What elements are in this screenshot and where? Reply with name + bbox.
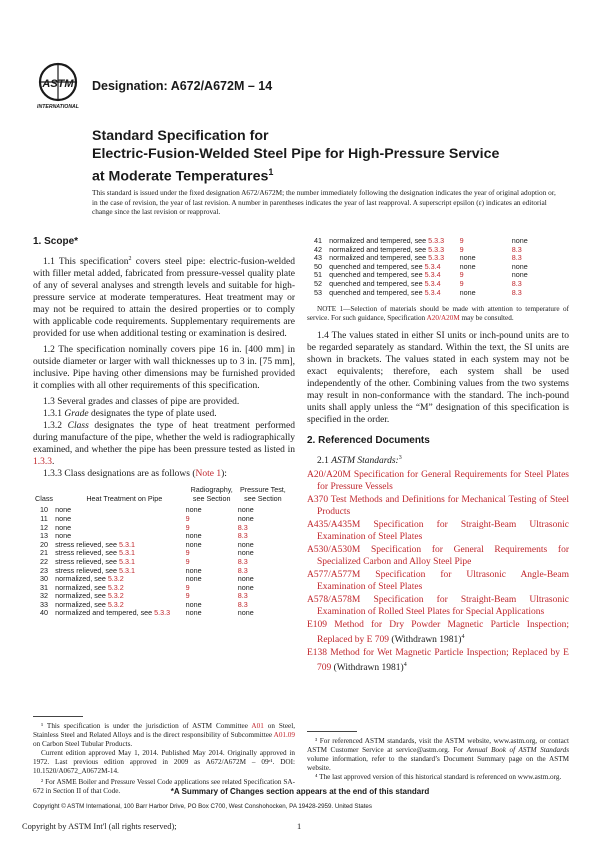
class-cell: 40 <box>40 608 49 618</box>
scope-p33: 1.3.3 Class designations are as follows (Note 1): <box>43 469 227 480</box>
section-link[interactable]: 5.3.2 <box>107 599 124 609</box>
section-link[interactable]: 5.3.3 <box>428 253 445 263</box>
table-row <box>33 515 288 524</box>
section-link[interactable]: 5.3.4 <box>424 287 441 297</box>
scope-p3: 1.3 Several grades and classes of pipe are provided. <box>43 397 240 408</box>
heat-treatment-cell: none <box>55 513 72 523</box>
title-line-3: at Moderate Temperatures$^1$ <box>92 167 274 185</box>
right-column <box>307 237 569 676</box>
section-link[interactable]: 5.3.3 <box>154 608 171 618</box>
pressure-test-cell: none <box>237 548 254 558</box>
ref-item: A435/A435M Specification for Straight-Beam Ultrasonic Examination of Steel Plates <box>307 520 569 543</box>
class-cell: 32 <box>40 591 49 601</box>
footnotes-right <box>307 737 569 782</box>
title-line-2: Electric-Fusion-Welded Steel Pipe for High-Pressure Service <box>92 146 500 162</box>
heat-treatment-cell: normalized and tempered, see 5.3.3 <box>329 236 445 245</box>
heat-treatment-cell: quenched and tempered, see 5.3.4 <box>329 287 441 297</box>
radiography-cell: 9 <box>185 582 190 592</box>
class-cell: 33 <box>40 599 49 609</box>
ref-code-link[interactable]: E138 <box>307 648 328 659</box>
heat-treatment-cell: normalized, see 5.3.2 <box>55 582 124 592</box>
section-link[interactable]: 5.3.2 <box>107 574 124 584</box>
ref-code-link[interactable]: A578/A578M <box>307 595 361 606</box>
section-link[interactable]: 5.3.1 <box>119 539 135 549</box>
section-link[interactable]: 5.3.3 <box>428 236 445 245</box>
class-table-left <box>33 486 288 618</box>
pressure-test-cell: 8.3 <box>237 556 248 566</box>
heat-treatment-cell: normalized and tempered, see 5.3.3 <box>55 608 171 618</box>
ref-code-link[interactable]: A370 <box>307 495 329 506</box>
pressure-test-cell: none <box>237 608 254 618</box>
radiography-cell: none <box>185 539 202 549</box>
pressure-test-cell: 8.3 <box>237 599 248 609</box>
radiography-cell: none <box>185 574 202 584</box>
section-link[interactable]: 5.3.1 <box>119 565 135 575</box>
class-cell: 42 <box>314 244 323 254</box>
table-header: Radiography, see Section <box>190 485 233 503</box>
radiography-cell: 9 <box>185 591 190 601</box>
title-line-1: Standard Specification for <box>92 128 269 144</box>
class-cell: 43 <box>314 253 323 263</box>
section-link[interactable]: 5.3.3 <box>428 244 445 254</box>
section-link[interactable]: 5.3.2 <box>107 591 124 601</box>
ref-code-link[interactable]: A20/A20M <box>307 470 351 481</box>
radiography-cell: none <box>185 505 202 515</box>
class-cell: 11 <box>40 513 48 523</box>
radiography-cell: 9 <box>185 522 190 532</box>
copyright-address: Copyright © ASTM International, 100 Barr Harbor Drive, PO Box C700, West Conshohocken, PA 19428-2959. United States <box>33 803 372 810</box>
radiography-cell: 9 <box>459 270 464 280</box>
radiography-cell: none <box>185 608 202 618</box>
class-cell: 51 <box>314 270 323 280</box>
radiography-cell: 9 <box>185 513 190 523</box>
radiography-cell: none <box>459 287 476 297</box>
ref-code-link[interactable]: A577/A577M <box>307 570 361 581</box>
table-row <box>33 609 288 618</box>
radiography-cell: none <box>459 253 476 263</box>
radiography-cell: none <box>185 565 202 575</box>
class-cell: 30 <box>40 574 49 584</box>
link-note-1[interactable]: Note 1 <box>195 469 222 480</box>
heat-treatment-cell: stress relieved, see 5.3.1 <box>55 539 135 549</box>
footnote-rule-left <box>33 716 83 717</box>
class-cell: 12 <box>40 522 49 532</box>
heat-treatment-cell: none <box>55 505 72 515</box>
pressure-test-cell: 8.3 <box>237 522 248 532</box>
refs-heading: 2. Referenced Documents <box>307 435 430 447</box>
heat-treatment-cell: none <box>55 522 72 532</box>
class-cell: 13 <box>40 531 49 541</box>
heat-treatment-cell: stress relieved, see 5.3.1 <box>55 548 135 558</box>
scope-p14: 1.4 The values stated in either SI units or inch-pound units are to be regarded separately as standard. Within the text, the SI units are shown in brackets. The values stated in each system may not be exact equivalents; therefore, each system shall be used independently of the other. Combining values from the two systems may result in non-conformance with the standard. The inch-pound units shall apply unless the “M” designation of this specification is specified in the order. <box>307 331 569 426</box>
pressure-test-cell: 8.3 <box>511 244 522 254</box>
class-cell: 23 <box>40 565 49 575</box>
refs-subheading: 2.1 ASTM Standards:$^3$ <box>317 455 402 467</box>
scope-p32: 1.3.2 Class designates the type of heat treatment performed during manufacture of the pipe, whether the weld is radiographically examined, and whether the pipe has been pressure tested as listed in 1.3.3. <box>33 421 295 468</box>
radiography-cell: 9 <box>459 236 464 245</box>
ref-code-link[interactable]: A530/A530M <box>307 545 361 556</box>
radiography-cell: none <box>185 599 202 609</box>
logo-subtext: INTERNATIONAL <box>37 104 79 110</box>
class-cell: 53 <box>314 287 323 297</box>
radiography-cell: 9 <box>185 556 190 566</box>
section-link[interactable]: 5.3.1 <box>119 556 135 566</box>
pressure-test-cell: none <box>511 261 528 271</box>
ref-item: A20/A20M Specification for General Requirements for Steel Plates for Pressure Vessels <box>307 470 569 493</box>
logo-text: ASTM <box>42 78 74 90</box>
heat-treatment-cell: normalized and tempered, see 5.3.3 <box>329 244 445 254</box>
pressure-test-cell: none <box>237 582 254 592</box>
heat-treatment-cell: stress relieved, see 5.3.1 <box>55 565 135 575</box>
section-link[interactable]: 5.3.4 <box>424 270 441 280</box>
summary-notice: *A Summary of Changes section appears at the end of this standard <box>170 787 430 796</box>
class-cell: 31 <box>40 582 49 592</box>
section-link[interactable]: 5.3.4 <box>424 261 441 271</box>
heat-treatment-cell: normalized, see 5.3.2 <box>55 591 124 601</box>
class-cell: 21 <box>40 548 49 558</box>
ref-item: A577/A577M Specification for Ultrasonic Angle-Beam Examination of Steel Plates <box>307 570 569 593</box>
left-column <box>33 232 295 618</box>
scope-p2: 1.2 The specification nominally covers pipe 16 in. [400 mm] in outside diameter or larger with wall thicknesses up to 3 in. [75 mm], inclusive. Pipe having other dimensions may be furnished provided it complies with all other requirements of this specification. <box>33 345 295 392</box>
class-cell: 20 <box>40 539 49 549</box>
radiography-cell: none <box>459 261 476 271</box>
footnotes-left <box>33 722 295 796</box>
pressure-test-cell: none <box>511 236 528 245</box>
intro-paragraph: This standard is issued under the fixed designation A672/A672M; the number immediately following the designation indicates the year of original adoption or, in the case of revision, the year of last revision. A number in parentheses indicates the year of last reapproval. A superscript epsilon (ε) indicates an editorial change since the last revision or reapproval. <box>92 188 556 217</box>
link-a20[interactable]: A20/A20M <box>426 314 460 323</box>
heat-treatment-cell: quenched and tempered, see 5.3.4 <box>329 278 441 288</box>
radiography-cell: 9 <box>185 548 190 558</box>
ref-item: A370 Test Methods and Definitions for Mechanical Testing of Steel Products <box>307 495 569 518</box>
link-1-3-3[interactable]: 1.3.3 <box>33 457 52 468</box>
ref-item: E109 Method for Dry Powder Magnetic Particle Inspection; Replaced by E 709 (Withdrawn 1981)$^4$ <box>307 620 569 646</box>
footnote-4: ⁴ The last approved version of this historical standard is referenced on www.astm.org. <box>315 773 562 781</box>
scope-heading: 1. Scope* <box>33 236 79 247</box>
ref-code-link[interactable]: A435/A435M <box>307 520 361 531</box>
class-table-right <box>307 237 562 297</box>
table-header: Class <box>35 493 54 503</box>
section-link[interactable]: 5.3.1 <box>119 548 135 558</box>
table-header: Heat Treatment on Pipe <box>86 493 163 503</box>
ref-item: A530/A530M Specification for General Requirements for Specialized Carbon and Alloy Steel Pipe <box>307 545 569 568</box>
pressure-test-cell: none <box>511 270 528 280</box>
heat-treatment-cell: quenched and tempered, see 5.3.4 <box>329 270 441 280</box>
scope-p1: 1.1 This specification$^2$ covers steel pipe: electric-fusion-welded with filler metal added, fabricated from pressure-vessel quality plate of any of several analyses and strength levels and suitable for high-pressure service at moderate temperatures. Heat treatment may or may not be required to attain the desired properties or to comply with applicable code requirements. Supplementary requirements are provided for use when additional testing or examination is desired. <box>33 256 295 340</box>
class-cell: 52 <box>314 278 323 288</box>
pressure-test-cell: 8.3 <box>511 278 522 288</box>
heat-treatment-cell: normalized, see 5.3.2 <box>55 599 124 609</box>
ref-item: E138 Method for Wet Magnetic Particle Inspection; Replaced by E 709 (Withdrawn 1981)$^4$ <box>307 648 569 674</box>
note-1: NOTE 1—Selection of materials should be made with attention to temperature of service. For such guidance, Specification A20/A20M may be consulted. <box>307 305 569 323</box>
pressure-test-cell: 8.3 <box>237 565 248 575</box>
link-a01[interactable]: A01 <box>251 722 264 730</box>
table-header: Pressure Test, see Section <box>239 485 286 503</box>
pressure-test-cell: none <box>237 539 254 549</box>
radiography-cell: 9 <box>459 278 464 288</box>
refs-list <box>307 469 569 674</box>
radiography-cell: none <box>185 531 202 541</box>
footnote-rule-right <box>307 731 357 732</box>
designation: Designation: A672/A672M – 14 <box>92 79 273 93</box>
astm-logo-icon <box>33 60 83 110</box>
link-a01-09[interactable]: A01.09 <box>273 731 295 739</box>
heat-treatment-cell: normalized, see 5.3.2 <box>55 574 124 584</box>
pressure-test-cell: none <box>237 505 254 515</box>
heat-treatment-cell: none <box>55 531 72 541</box>
class-cell: 10 <box>40 505 49 515</box>
pressure-test-cell: 8.3 <box>511 287 522 297</box>
pressure-test-cell: 8.3 <box>237 531 248 541</box>
radiography-cell: 9 <box>459 244 464 254</box>
class-cell: 50 <box>314 261 323 271</box>
copyright-line: Copyright by ASTM Int'l (all rights reserved); <box>22 822 177 831</box>
section-link[interactable]: 5.3.2 <box>107 582 124 592</box>
ref-item: A578/A578M Specification for Straight-Beam Ultrasonic Examination of Rolled Steel Plates for Special Applications <box>307 595 569 618</box>
heat-treatment-cell: quenched and tempered, see 5.3.4 <box>329 261 441 271</box>
scope-p31: 1.3.1 Grade designates the type of plate used. <box>43 409 217 420</box>
footnote-2: ² For ASME Boiler and Pressure Vessel Code applications see related Specification SA-672 in Section II of that Code. <box>33 778 295 795</box>
footnote-1: ¹ This specification is under the jurisdiction of ASTM Committee A01 on Steel, Stainless Steel and Related Alloys and is the direct responsibility of Subcommittee A01.09 on Carbon Steel Tubular Products. <box>33 722 295 748</box>
heat-treatment-cell: stress relieved, see 5.3.1 <box>55 556 135 566</box>
ref-code-link[interactable]: E109 <box>307 620 328 631</box>
pressure-test-cell: 8.3 <box>511 253 522 263</box>
table-row <box>33 524 288 533</box>
page-number: 1 <box>297 822 302 831</box>
pressure-test-cell: none <box>237 513 254 523</box>
heat-treatment-cell: normalized and tempered, see 5.3.3 <box>329 253 445 263</box>
section-link[interactable]: 5.3.4 <box>424 278 441 288</box>
class-cell: 41 <box>314 236 323 245</box>
document-title <box>92 127 562 186</box>
footnote-1-edition: Current edition approved May 1, 2014. Published May 2014. Originally approved in 1972. Last previous edition approved in 2009 as A672/A672M – 09ᵉ¹. DOI: 10.1520/A0672_A0672M-14. <box>33 749 295 775</box>
pressure-test-cell: none <box>237 574 254 584</box>
table-row <box>307 289 562 298</box>
pressure-test-cell: 8.3 <box>237 591 248 601</box>
footnote-3: ³ For referenced ASTM standards, visit the ASTM website, www.astm.org, or contact ASTM Customer Service at service@astm.org. For Annual Book of ASTM Standards volume information, refer to the standard’s Document Summary page on the ASTM website. <box>307 737 569 772</box>
class-cell: 22 <box>40 556 49 566</box>
